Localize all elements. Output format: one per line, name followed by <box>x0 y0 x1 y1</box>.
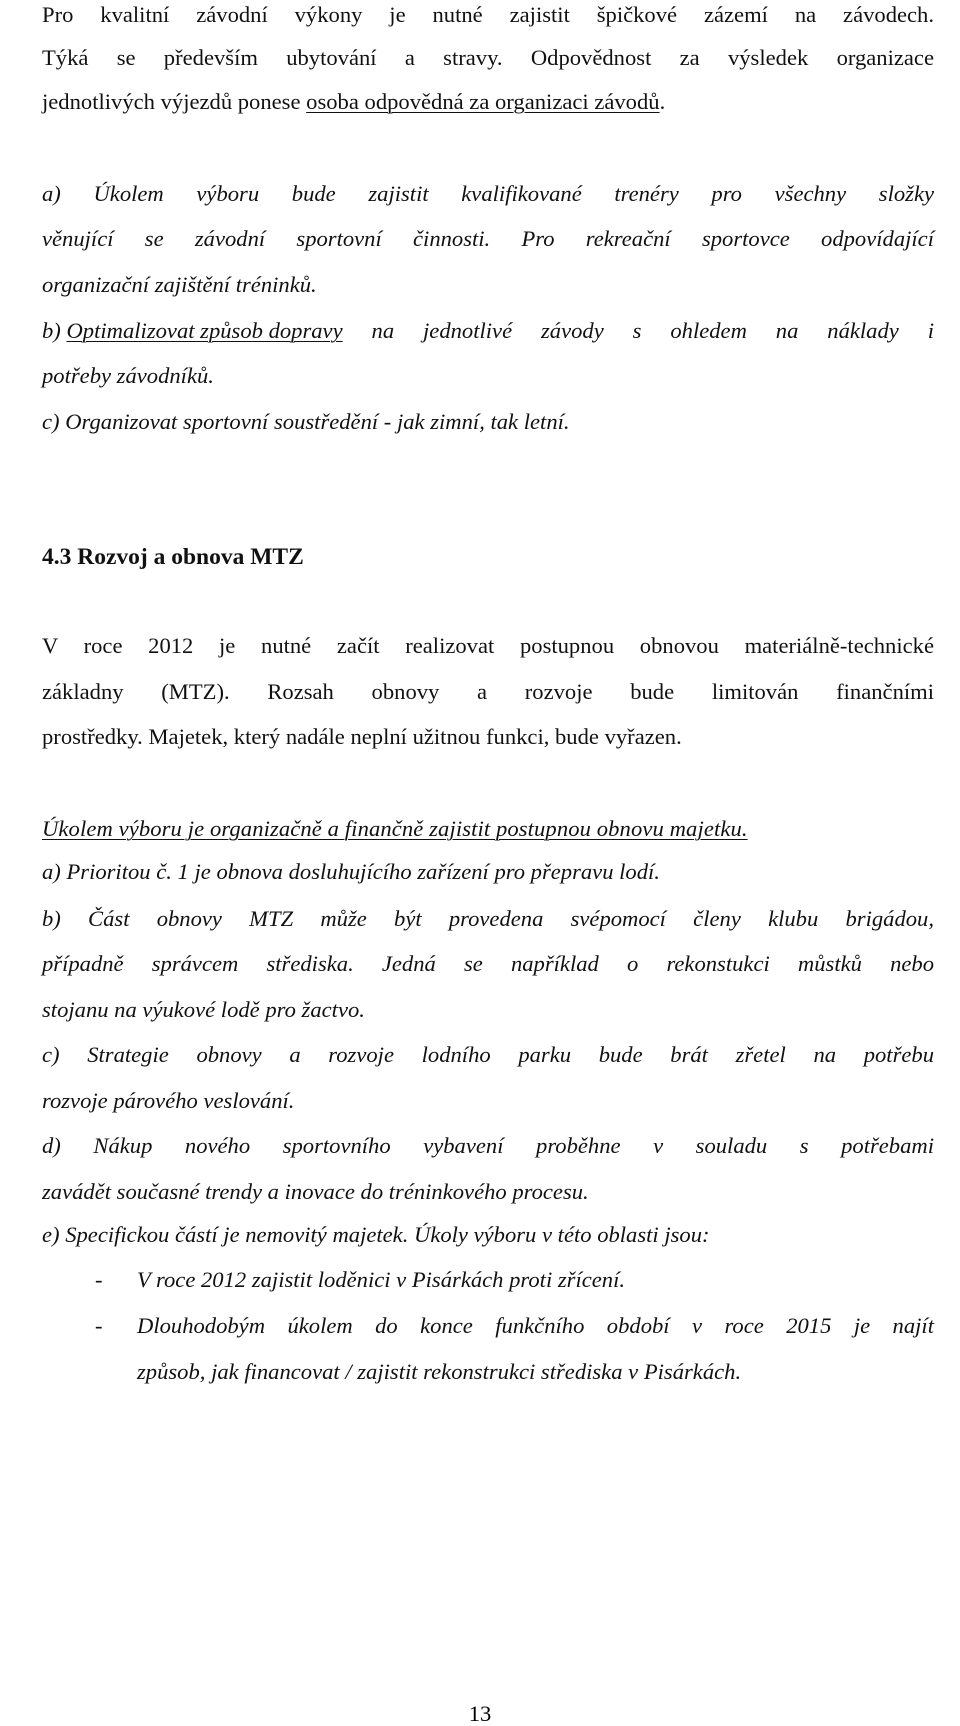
section-paragraph-line-1: V roce 2012 je nutné začít realizovat postupnou obnovou materiálně-technické <box>42 633 934 658</box>
page-number: 13 <box>468 1701 492 1726</box>
list2-d-line-1: d) Nákup nového sportovního vybavení proběhne v souladu s potřebami <box>42 1133 934 1158</box>
list2-b-line-1: b) Část obnovy MTZ může být provedena svépomocí členy klubu brigádou, <box>42 906 934 931</box>
bullet-2-text-line-1: Dlouhodobým úkolem do konce funkčního období v roce 2015 je najít <box>137 1313 934 1338</box>
list1-a-line-2: věnující se závodní sportovní činnosti. Pro rekreační sportovce odpovídající <box>42 226 934 251</box>
list1-c-line-1: c) Organizovat sportovní soustředění - jak zimní, tak letní. <box>42 409 570 434</box>
intro-line-2: Týká se především ubytování a stravy. Odpovědnost za výsledek organizace <box>42 45 934 70</box>
list2-e-line-1: e) Specifickou částí je nemovitý majetek. Úkoly výboru v této oblasti jsou: <box>42 1222 710 1247</box>
intro-underlined-text: osoba odpovědná za organizaci závodů <box>306 89 660 114</box>
list1-b-line-1 <box>42 317 934 345</box>
intro-line-3-text: jednotlivých výjezdů ponese <box>42 89 307 114</box>
bullet-dash: - <box>95 1267 103 1292</box>
list2-c-line-2: rozvoje párového veslování. <box>42 1088 295 1113</box>
list2-c-line-1: c) Strategie obnovy a rozvoje lodního parku bude brát zřetel na potřebu <box>42 1042 934 1067</box>
list1-a-line-1: a) Úkolem výboru bude zajistit kvalifikované trenéry pro všechny složky <box>42 181 934 206</box>
section-paragraph-line-2: základny (MTZ). Rozsah obnovy a rozvoje bude limitován finančními <box>42 679 934 704</box>
intro-line-1: Pro kvalitní závodní výkony je nutné zajistit špičkové zázemí na závodech. <box>42 2 934 27</box>
list2-b-line-3: stojanu na výukové lodě pro žactvo. <box>42 997 365 1022</box>
bullet-1-text: V roce 2012 zajistit loděnici v Pisárkách proti zřícení. <box>137 1267 626 1292</box>
list1-b-rest: na jednotlivé závody s ohledem na náklady i <box>342 318 934 343</box>
bullet-2-text-line-2: způsob, jak financovat / zajistit rekonstrukci střediska v Pisárkách. <box>137 1359 742 1384</box>
intro-line-3 <box>42 88 665 116</box>
section-heading: 4.3 Rozvoj a obnova MTZ <box>42 544 304 570</box>
list2-task: Úkolem výboru je organizačně a finančně zajistit postupnou obnovu majetku. <box>42 816 748 841</box>
intro-line-3-end: . <box>659 89 666 114</box>
list2-a: a) Prioritou č. 1 je obnova dosluhujícího zařízení pro přepravu lodí. <box>42 859 660 884</box>
list1-b-underlined: Optimalizovat způsob dopravy <box>66 318 343 343</box>
list2-d-line-2: zavádět současné trendy a inovace do tréninkového procesu. <box>42 1179 589 1204</box>
bullet-dash: - <box>95 1313 103 1338</box>
list2-b-line-2: případně správcem střediska. Jedná se například o rekonstukci můstků nebo <box>42 951 934 976</box>
section-paragraph-line-3: prostředky. Majetek, který nadále neplní užitnou funkci, bude vyřazen. <box>42 724 682 749</box>
list1-a-line-3: organizační zajištění tréninků. <box>42 272 317 297</box>
list1-b-line-2: potřeby závodníků. <box>42 363 214 388</box>
list1-b-prefix: b) <box>42 318 67 343</box>
